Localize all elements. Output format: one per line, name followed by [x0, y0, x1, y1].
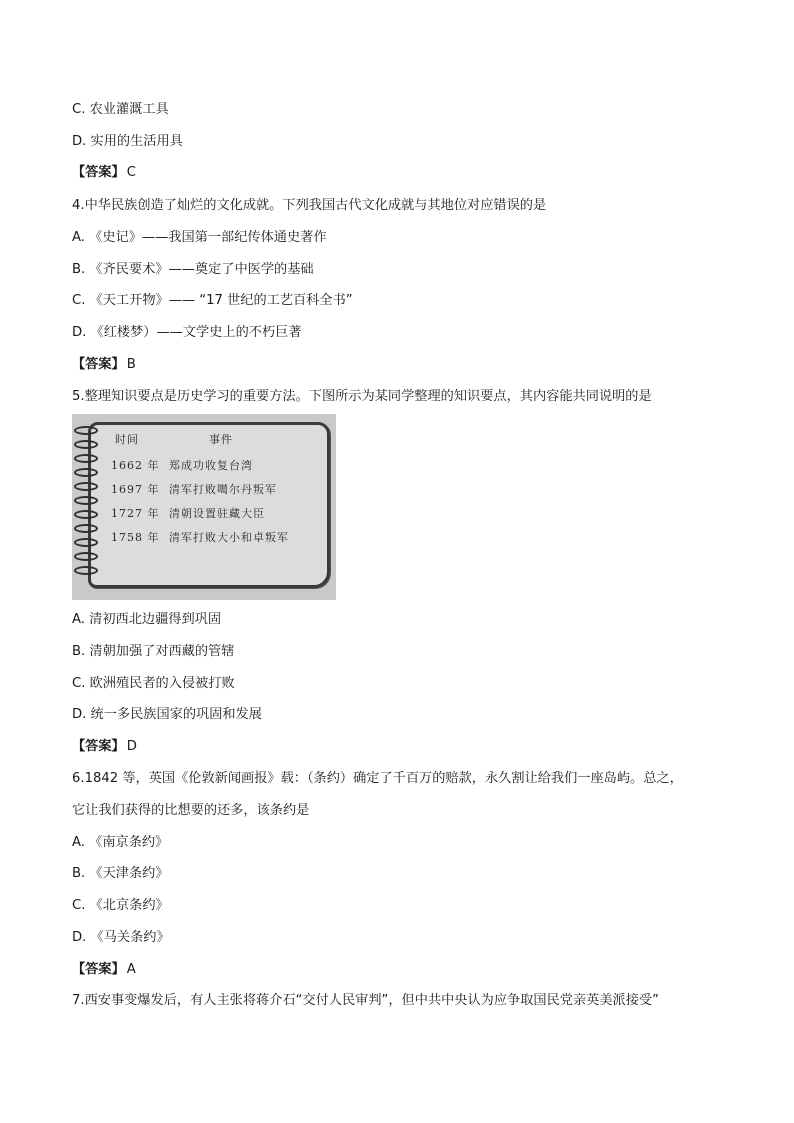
option-c-q6: C. 《北京条约》	[72, 898, 169, 913]
option-b-q5: B. 清朝加强了对西藏的管辖	[72, 644, 235, 659]
notebook-card	[88, 422, 330, 588]
question-6: 6.1842 等，英国《伦敦新闻画报》载：（条约）确定了千百万的赔款，永久割让给我们一座岛屿。总之，	[72, 771, 683, 786]
answer-q5	[72, 739, 137, 755]
spiral-ring	[74, 538, 98, 547]
option-b-q6: B. 《天津条约》	[72, 866, 169, 881]
figure-row-year: 1662 年	[111, 459, 160, 472]
figure-row-year: 1697 年	[111, 483, 160, 496]
answer-label: 【答案】	[72, 739, 125, 754]
option-d-q4: D. 《红楼梦）——文学史上的不朽巨著	[72, 325, 302, 340]
answer-value: A	[126, 962, 136, 977]
answer-label: 【答案】	[72, 357, 125, 372]
answer-value: C	[126, 165, 136, 180]
spiral-ring	[74, 566, 98, 575]
option-d-q3: D. 实用的生活用具	[72, 134, 183, 149]
question-4: 4.中华民族创造了灿烂的文化成就。下列我国古代文化成就与其地位对应错误的是	[72, 198, 547, 213]
spiral-ring	[74, 440, 98, 449]
spiral-ring	[74, 454, 98, 463]
answer-q6	[72, 962, 136, 978]
spiral-binding	[74, 426, 100, 586]
figure-row-year: 1727 年	[111, 507, 160, 520]
option-d-q5: D. 统一多民族国家的巩固和发展	[72, 707, 262, 722]
option-c-q4: C. 《天工开物》—— “17 世纪的工艺百科全书”	[72, 293, 353, 308]
question-5: 5.整理知识要点是历史学习的重要方法。下图所示为某同学整理的知识要点，其内容能共同说明的是	[72, 389, 652, 404]
option-c-q3: C. 农业灌溉工具	[72, 102, 169, 117]
option-a-q6: A. 《南京条约》	[72, 835, 169, 850]
figure-header-event: 事件	[209, 433, 233, 446]
option-d-q6: D. 《马关条约》	[72, 930, 170, 945]
answer-q4	[72, 357, 136, 373]
figure-row-event: 清军打败噶尔丹叛军	[169, 483, 277, 496]
option-b-q4: B. 《齐民要术》——奠定了中医学的基础	[72, 262, 314, 277]
figure-row-year: 1758 年	[111, 531, 160, 544]
answer-value: B	[126, 357, 136, 372]
spiral-ring	[74, 482, 98, 491]
spiral-ring	[74, 496, 98, 505]
answer-label: 【答案】	[72, 165, 125, 180]
spiral-ring	[74, 468, 98, 477]
question-7: 7.西安事变爆发后，有人主张将蒋介石“交付人民审判”，但中共中央认为应争取国民党亲英美派接受”	[72, 993, 659, 1008]
question-6-cont: 它让我们获得的比想要的还多，该条约是	[72, 803, 310, 818]
spiral-ring	[74, 524, 98, 533]
answer-label: 【答案】	[72, 962, 125, 977]
notebook-figure	[72, 414, 336, 600]
option-c-q5: C. 欧洲殖民者的入侵被打败	[72, 676, 235, 691]
answer-q3	[72, 165, 136, 181]
answer-value: D	[126, 739, 137, 754]
spiral-ring	[74, 426, 98, 435]
option-a-q4: A. 《史记》——我国第一部纪传体通史著作	[72, 230, 327, 245]
figure-row-event: 郑成功收复台湾	[169, 459, 253, 472]
figure-row-event: 清军打败大小和卓叛军	[169, 531, 289, 544]
spiral-ring	[74, 552, 98, 561]
option-a-q5: A. 清初西北边疆得到巩固	[72, 612, 222, 627]
figure-row-event: 清朝设置驻藏大臣	[169, 507, 265, 520]
figure-header-time: 时间	[115, 433, 139, 446]
spiral-ring	[74, 510, 98, 519]
